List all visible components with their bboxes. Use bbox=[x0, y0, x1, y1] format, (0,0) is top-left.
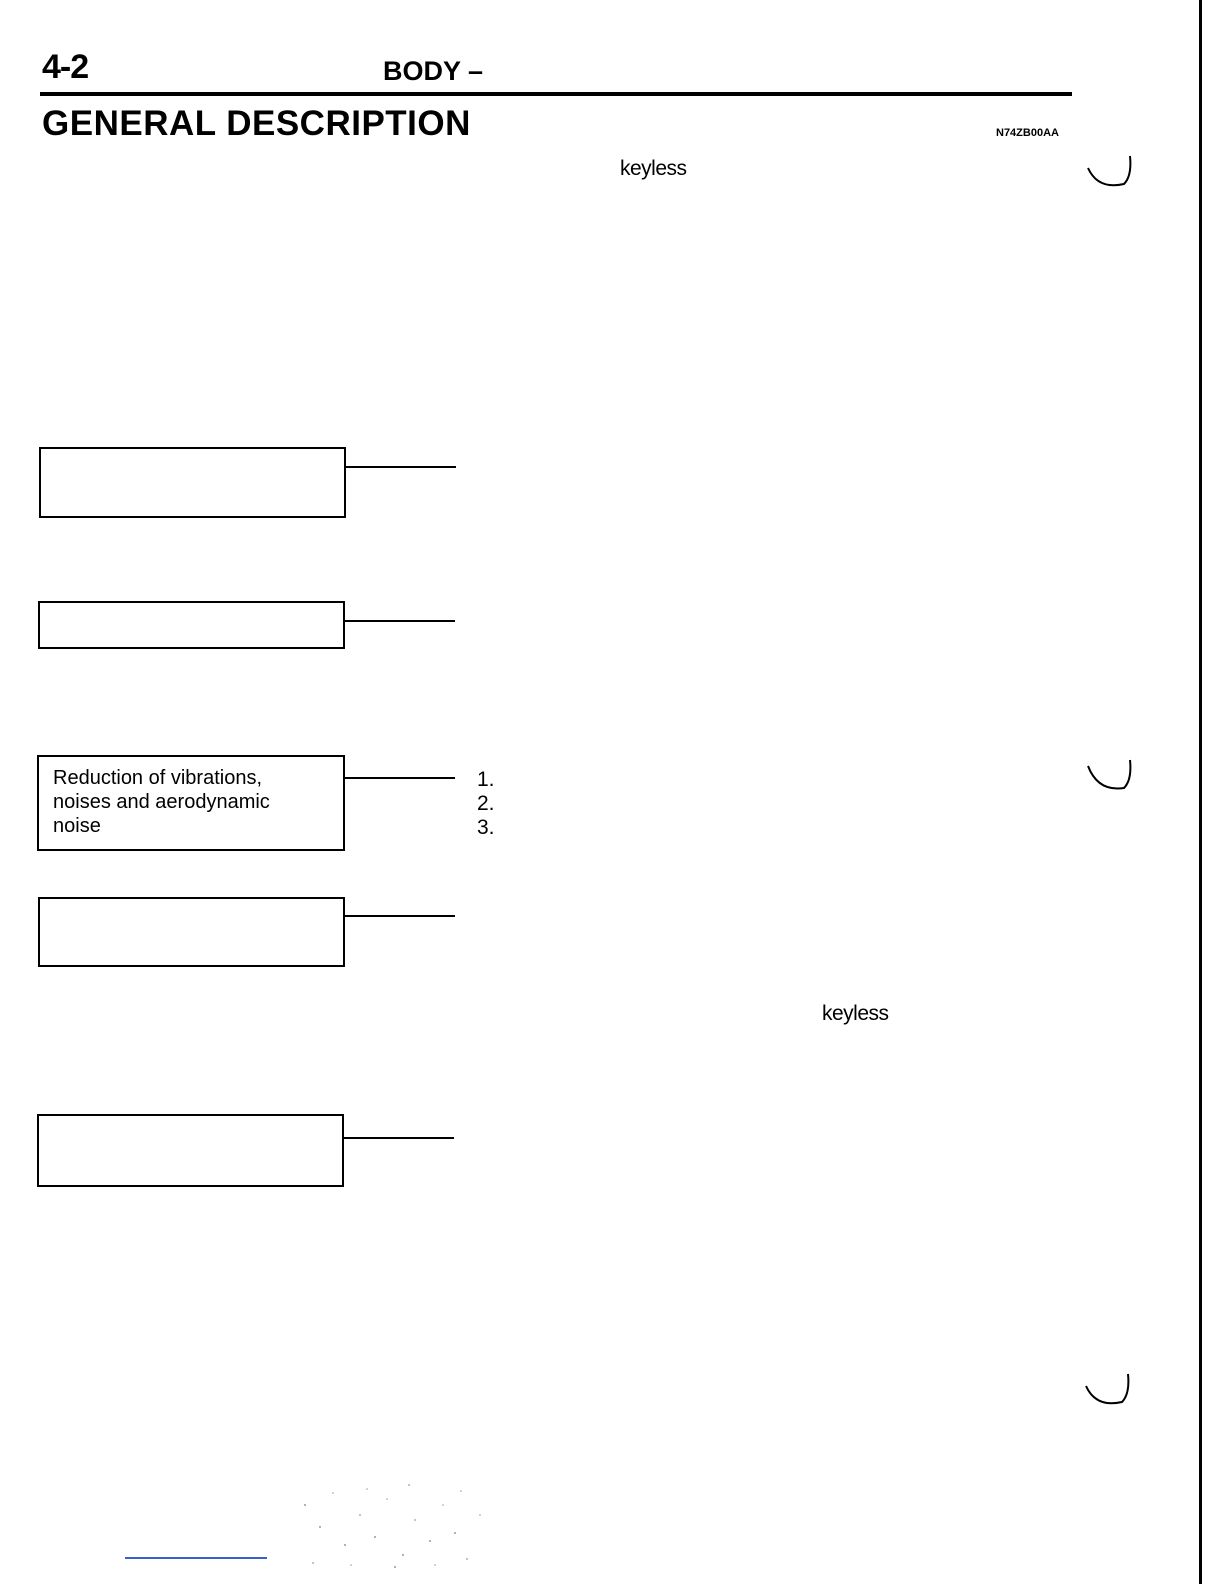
leader-line bbox=[345, 777, 455, 779]
keyless-word: keyless bbox=[620, 157, 687, 180]
binder-hole-mark-icon bbox=[1082, 1372, 1134, 1408]
binder-hole-mark-icon bbox=[1084, 758, 1136, 794]
binder-hole-mark-icon bbox=[1084, 154, 1136, 190]
feature-box bbox=[39, 447, 346, 518]
leader-line bbox=[346, 466, 456, 468]
footer-rule bbox=[125, 1557, 267, 1559]
feature-box-text bbox=[41, 449, 344, 467]
feature-box bbox=[37, 755, 345, 851]
feature-box-text bbox=[40, 603, 343, 621]
scan-noise bbox=[285, 1475, 495, 1575]
section-title: BODY – bbox=[383, 56, 484, 86]
feature-box bbox=[38, 601, 345, 649]
keyless-word: keyless bbox=[822, 1002, 889, 1025]
page-number: 4-2 bbox=[42, 48, 89, 86]
document-code: N74ZB00AA bbox=[996, 127, 1059, 139]
feature-box-text: Reduction of vibrations, noises and aerodynamic noise bbox=[53, 767, 270, 837]
header-rule bbox=[40, 92, 1072, 96]
page-edge-rule bbox=[1199, 0, 1202, 1584]
feature-box-text bbox=[40, 899, 343, 917]
feature-box-text bbox=[39, 1116, 342, 1134]
leader-line bbox=[344, 1137, 454, 1139]
list-number: 2. bbox=[477, 792, 495, 815]
feature-box bbox=[38, 897, 345, 967]
list-number: 3. bbox=[477, 816, 495, 839]
leader-line bbox=[345, 915, 455, 917]
feature-box bbox=[37, 1114, 344, 1187]
main-heading: GENERAL DESCRIPTION bbox=[42, 104, 471, 143]
leader-line bbox=[345, 620, 455, 622]
list-number: 1. bbox=[477, 768, 495, 791]
